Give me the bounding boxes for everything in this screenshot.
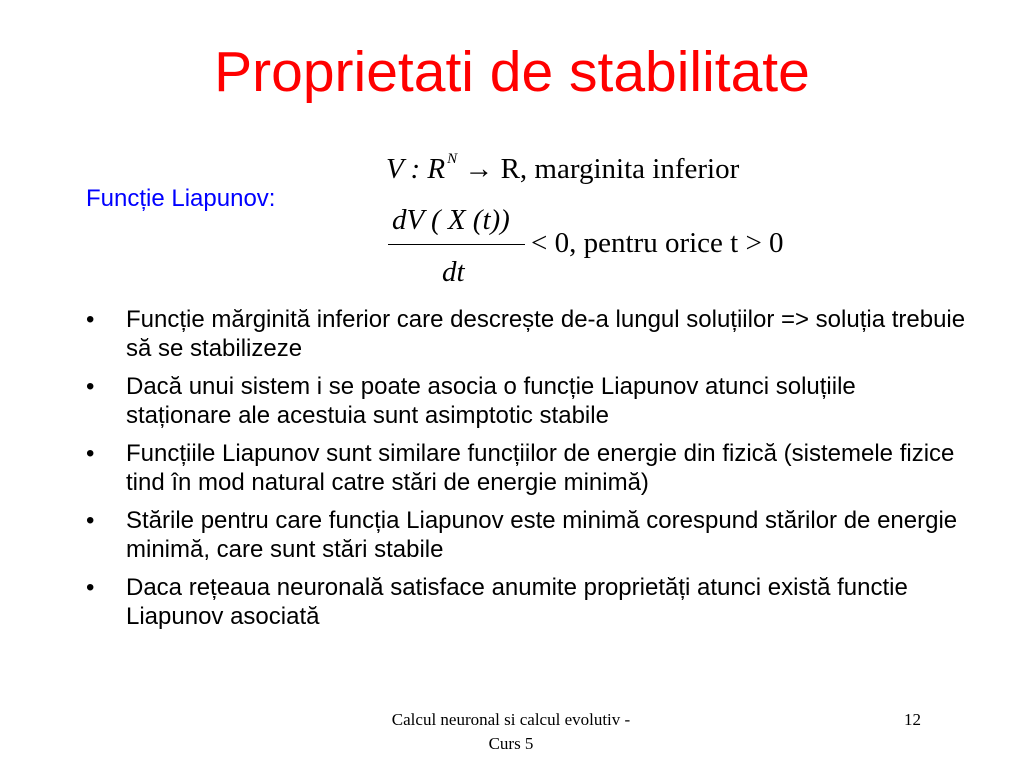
list-item [86, 305, 966, 363]
list-item [86, 439, 966, 497]
bullet-text: Daca rețeaua neuronală satisface anumite proprietăți atunci există functie Liapunov asociată [126, 574, 908, 630]
fraction-bar [388, 244, 525, 245]
bullet-text: Stările pentru care funcția Liapunov este minimă corespund stărilor de energie minimă, care sunt stări stabile [126, 507, 958, 563]
bullet-icon: • [86, 574, 95, 601]
footer-course-number: Curs 5 [488, 734, 534, 753]
list-item [86, 372, 966, 430]
equation-derivative-denominator: dt [442, 256, 465, 288]
equation-mapping [386, 152, 739, 184]
liapunov-function-label: Funcție Liapunov: [86, 185, 276, 212]
slide-footer [361, 708, 661, 756]
footer-course-title: Calcul neuronal si calcul evolutiv - [391, 710, 631, 729]
bullet-text: Funcție mărginită inferior care descrește de-a lungul soluțiilor => soluția trebuie să se stabilizeze [126, 306, 966, 362]
list-item [86, 506, 966, 564]
list-item [86, 573, 966, 631]
bullet-text: Funcțiile Liapunov sunt similare funcțiilor de energie din fizică (sistemele fizice tind în mod natural catre stări de energie minimă) [126, 440, 955, 496]
bullet-icon: • [86, 440, 95, 467]
bullet-icon: • [86, 306, 95, 333]
equation-derivative-condition: < 0, pentru orice t > 0 [531, 227, 784, 259]
bullet-icon: • [86, 507, 95, 534]
bullet-list [86, 305, 966, 640]
bullet-icon: • [86, 373, 95, 400]
equation-derivative-numerator: dV ( X (t)) [392, 204, 510, 236]
page-number: 12 [904, 710, 921, 729]
slide-title: Proprietati de stabilitate [214, 40, 810, 104]
equation-mapping-rhs: → R, marginita inferior [457, 153, 740, 185]
equation-mapping-superscript: N [447, 151, 458, 167]
bullet-text: Dacă unui sistem i se poate asocia o funcție Liapunov atunci soluțiile staționare ale acestuia sunt asimptotic stabile [126, 373, 856, 429]
equation-mapping-lhs: V : R [386, 153, 446, 185]
